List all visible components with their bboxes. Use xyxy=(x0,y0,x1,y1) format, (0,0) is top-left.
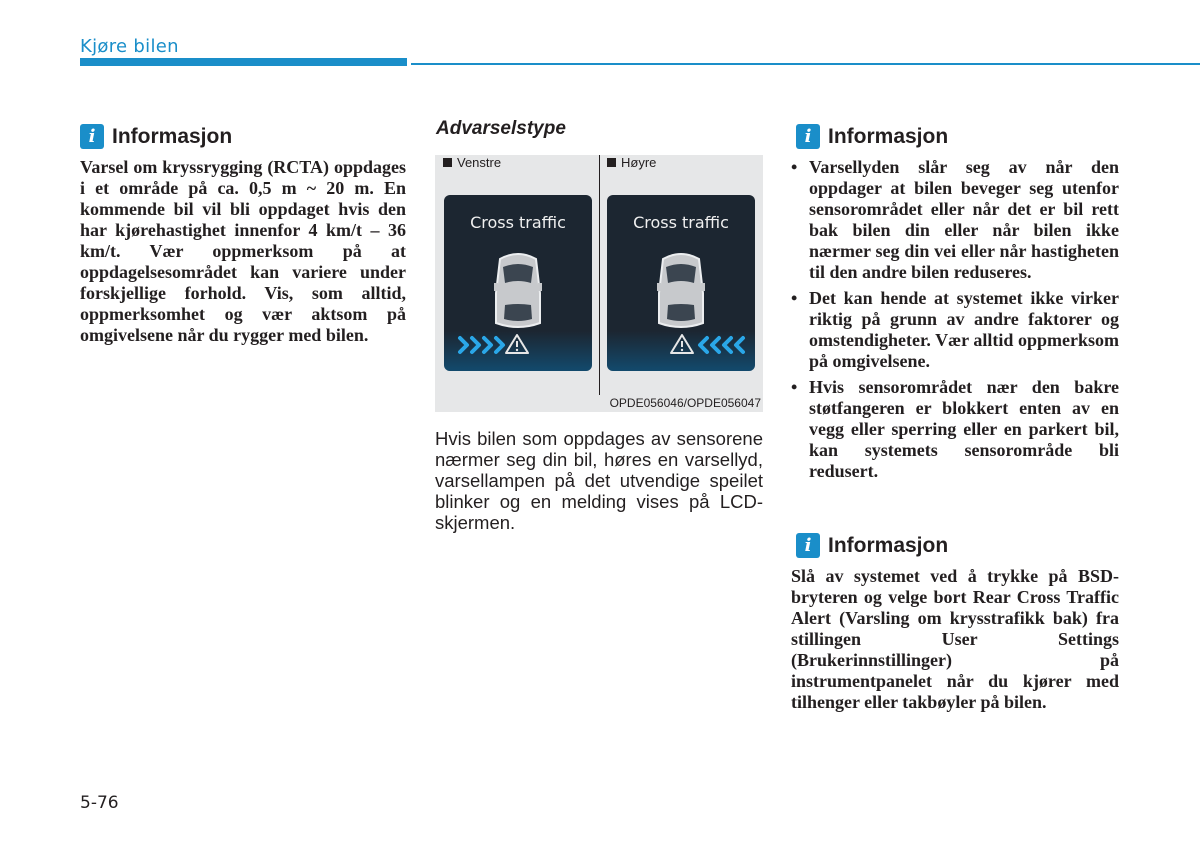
section-header: Kjøre bilen xyxy=(80,36,179,57)
figure-divider xyxy=(599,155,600,395)
figure-label-left: Venstre xyxy=(443,155,501,170)
list-item: • Det kan hende at systemet ikke virker riktig på grunn av andre faktorer og omstendigheter. Vær alltid oppmerksom på omgivelsene. xyxy=(791,288,1119,371)
warning-type-heading: Advarselstype xyxy=(436,118,566,139)
header-rule-thick xyxy=(80,58,407,66)
car-top-view-icon xyxy=(657,254,705,327)
figure-label-right: Høyre xyxy=(607,155,656,170)
chevron-arrows-icon xyxy=(460,338,503,352)
header-rule-thin xyxy=(411,63,1200,65)
cross-traffic-figure xyxy=(435,155,763,412)
page-number: 5-76 xyxy=(80,793,119,813)
warning-triangle-icon xyxy=(506,335,528,353)
info-title: Informasjon xyxy=(828,533,949,557)
bsd-switch-info-text: Slå av systemet ved å trykke på BSD-bryteren og velge bort Rear Cross Traffic Alert (Varsling om krysstrafikk bak) fra stillingen User Settings (Brukerinnstillinger) på instrumentpanelet når du kjører med tilhenger eller takbøyler på bilen. xyxy=(791,566,1119,712)
list-item: • Hvis sensorområdet nær den bakre støtfangeren er blokkert enten av en vegg eller sperring eller en parkert bil, kan systemets sensorområde bli redusert. xyxy=(791,377,1119,481)
info-heading-right-1 xyxy=(796,124,948,149)
info-heading-left xyxy=(80,124,232,149)
car-top-view-icon xyxy=(494,254,542,327)
figure-caption: OPDE056046/OPDE056047 xyxy=(609,396,761,410)
info-title: Informasjon xyxy=(828,124,949,148)
info-icon: i xyxy=(796,533,820,558)
warning-body-text: Hvis bilen som oppdages av sensorene nærmer seg din bil, høres en varsellyd, varsellampen på det utvendige speilet blinker og en melding vises på LCD-skjermen. xyxy=(435,428,763,533)
info-bullet-list xyxy=(791,157,1119,487)
warning-triangle-icon xyxy=(671,335,693,353)
screen-message-right: Cross traffic xyxy=(633,213,729,232)
list-item: • Varsellyden slår seg av når den oppdager at bilen beveger seg utenfor sensorområdet eller når det er bil rett bak bilen din eller når bilen ikke nærmer seg din vei eller når hastigheten til den andre bilen reduseres. xyxy=(791,157,1119,282)
info-title: Informasjon xyxy=(112,124,233,148)
info-icon: i xyxy=(80,124,104,149)
info-heading-right-2 xyxy=(796,533,948,558)
screen-message-left: Cross traffic xyxy=(470,213,566,232)
cluster-screen-right xyxy=(607,195,755,371)
info-icon: i xyxy=(796,124,820,149)
chevron-arrows-icon xyxy=(700,338,743,352)
cluster-screen-left xyxy=(444,195,592,371)
rcta-info-text: Varsel om kryssrygging (RCTA) oppdages i et område på ca. 0,5 m ~ 20 m. En kommende bil vil bli oppdaget hvis den har kjørehastighet innenfor 4 km/t – 36 km/t. Vær oppmerksom på at oppdagelsesområdet kan variere under forskjellige forhold. Vis, som alltid, oppmerksomhet og vær aktsom på omgivelsene når du rygger med bilen. xyxy=(80,157,406,345)
